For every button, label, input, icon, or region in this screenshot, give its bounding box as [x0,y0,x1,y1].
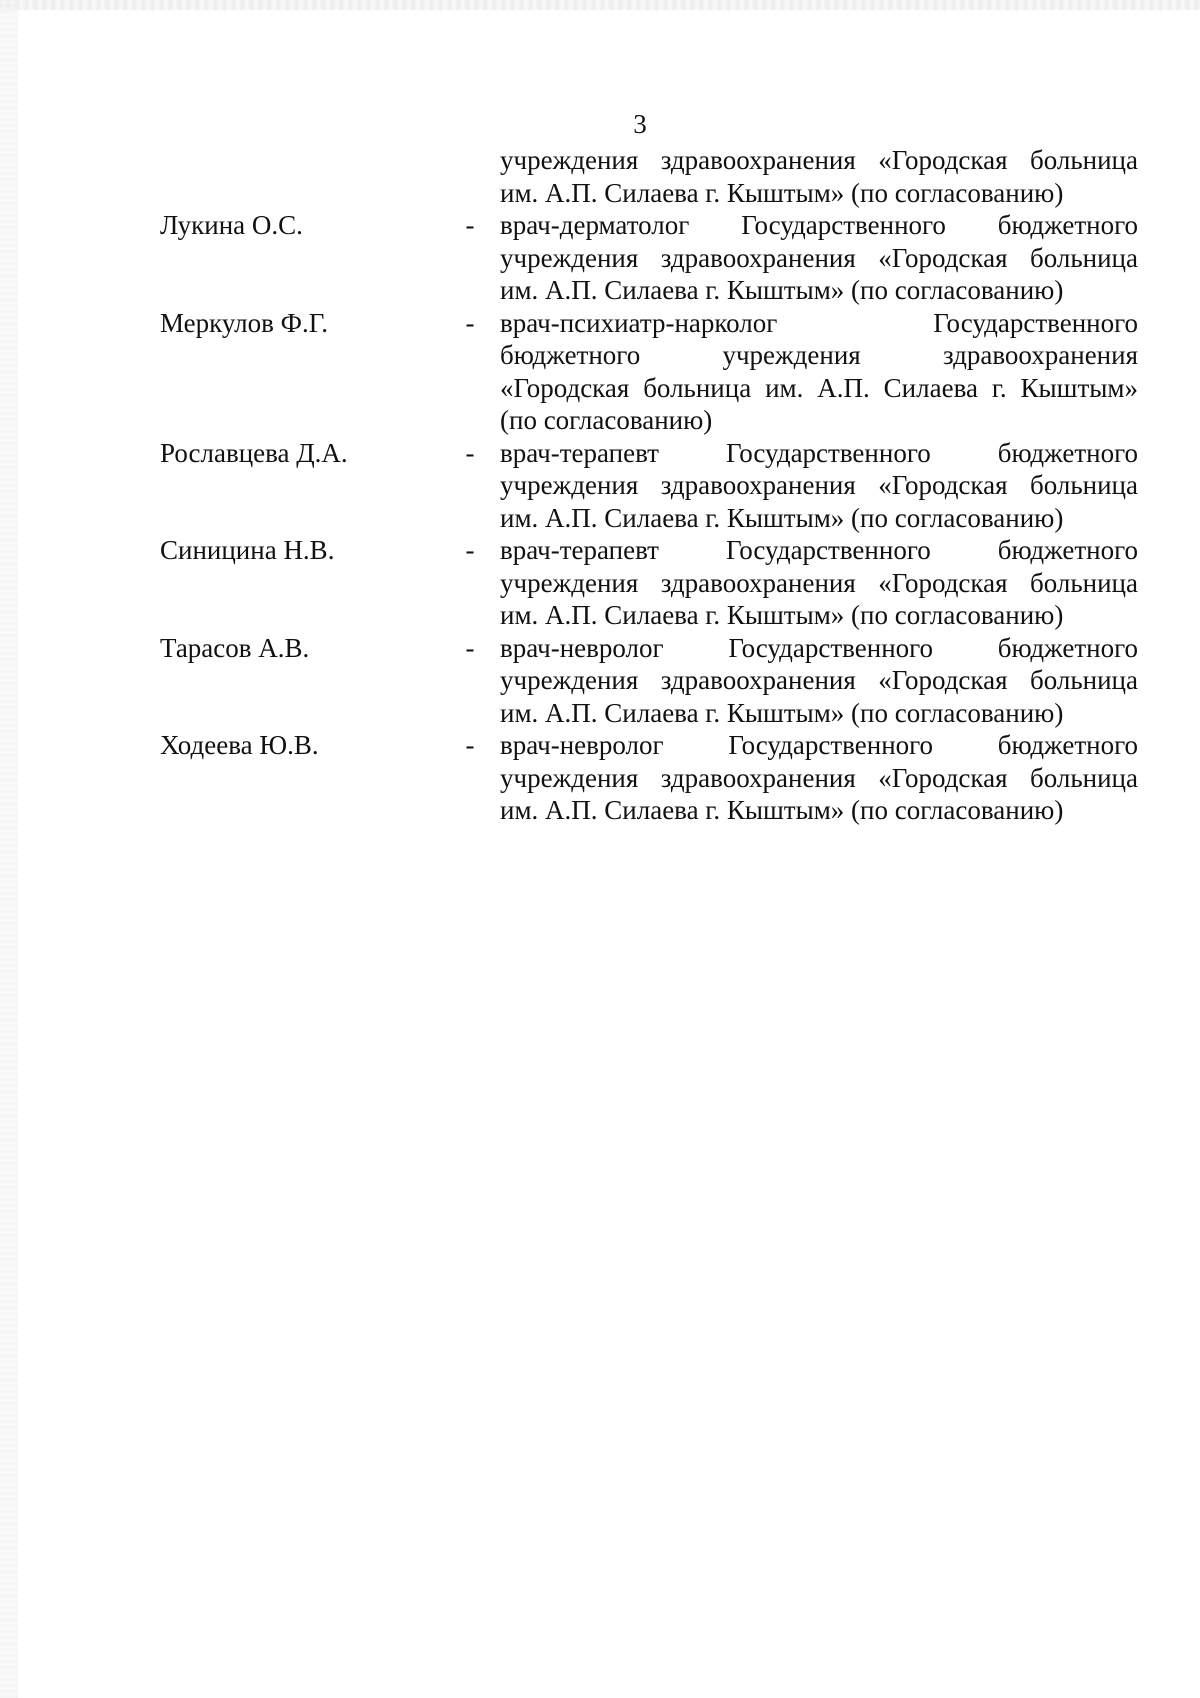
description-line: учреждения здравоохранения «Городская больница [500,665,1138,695]
description-line: учреждения здравоохранения «Городская больница [500,470,1138,500]
member-description [500,307,1138,437]
member-name: Ходеева Ю.В. [160,730,319,760]
description-line: учреждения здравоохранения «Городская больница [500,567,1138,598]
dash-separator: - [465,210,475,240]
member-row [160,307,1145,437]
dash-separator: - [465,437,475,468]
member-description [500,729,1138,827]
description-line: врач-невролог Государственного бюджетного [500,632,1138,663]
member-row [160,632,1145,730]
member-row [160,729,1145,827]
member-name: Синицина Н.В. [160,535,335,565]
description-line: учреждения здравоохранения «Городская больница [500,762,1138,793]
member-row [160,437,1145,535]
member-description [500,534,1138,632]
description-line: учреждения здравоохранения «Городская больница [500,242,1138,273]
continuation-description [500,144,1138,209]
member-row [160,209,1145,307]
description-line: врач-терапевт Государственного бюджетного [500,535,1138,565]
description-line: врач-психиатр-нарколог Государственного [500,307,1138,338]
member-name: Лукина О.С. [160,210,303,240]
member-name: Тарасов А.В. [160,632,310,663]
member-description [500,437,1138,535]
dash-separator: - [465,632,475,663]
description-line: врач-невролог Государственного бюджетного [500,730,1138,760]
description-line: им. А.П. Силаева г. Кыштым» (по согласованию) [500,697,1064,728]
description-line: им. А.П. Силаева г. Кыштым» (по согласованию) [500,275,1064,305]
scan-edge-left [0,0,18,1698]
description-line: врач-терапевт Государственного бюджетного [500,437,1138,468]
page-number: 3 [633,109,647,139]
member-name: Меркулов Ф.Г. [160,307,329,338]
dash-separator: - [465,730,475,760]
description-line: врач-дерматолог Государственного бюджетного [500,210,1138,240]
member-name: Рославцева Д.А. [160,437,348,468]
scan-edge-top [0,0,1200,10]
dash-separator: - [465,535,475,565]
description-line: «Городская больница им. А.П. Силаева г. Кыштым» [500,372,1138,403]
member-row [160,534,1145,632]
description-line: им. А.П. Силаева г. Кыштым» (по согласованию) [500,795,1064,825]
description-line: учреждения здравоохранения «Городская больница [500,145,1138,175]
description-line: бюджетного учреждения здравоохранения [500,340,1138,370]
dash-separator: - [465,307,475,338]
description-line: им. А.П. Силаева г. Кыштым» (по согласованию) [500,177,1064,208]
member-description [500,632,1138,730]
description-line: (по согласованию) [500,405,713,435]
continuation-row [160,144,1145,209]
description-line: им. А.П. Силаева г. Кыштым» (по согласованию) [500,502,1064,533]
member-description [500,209,1138,307]
description-line: им. А.П. Силаева г. Кыштым» (по согласованию) [500,600,1064,630]
commission-member-list [160,144,1145,827]
